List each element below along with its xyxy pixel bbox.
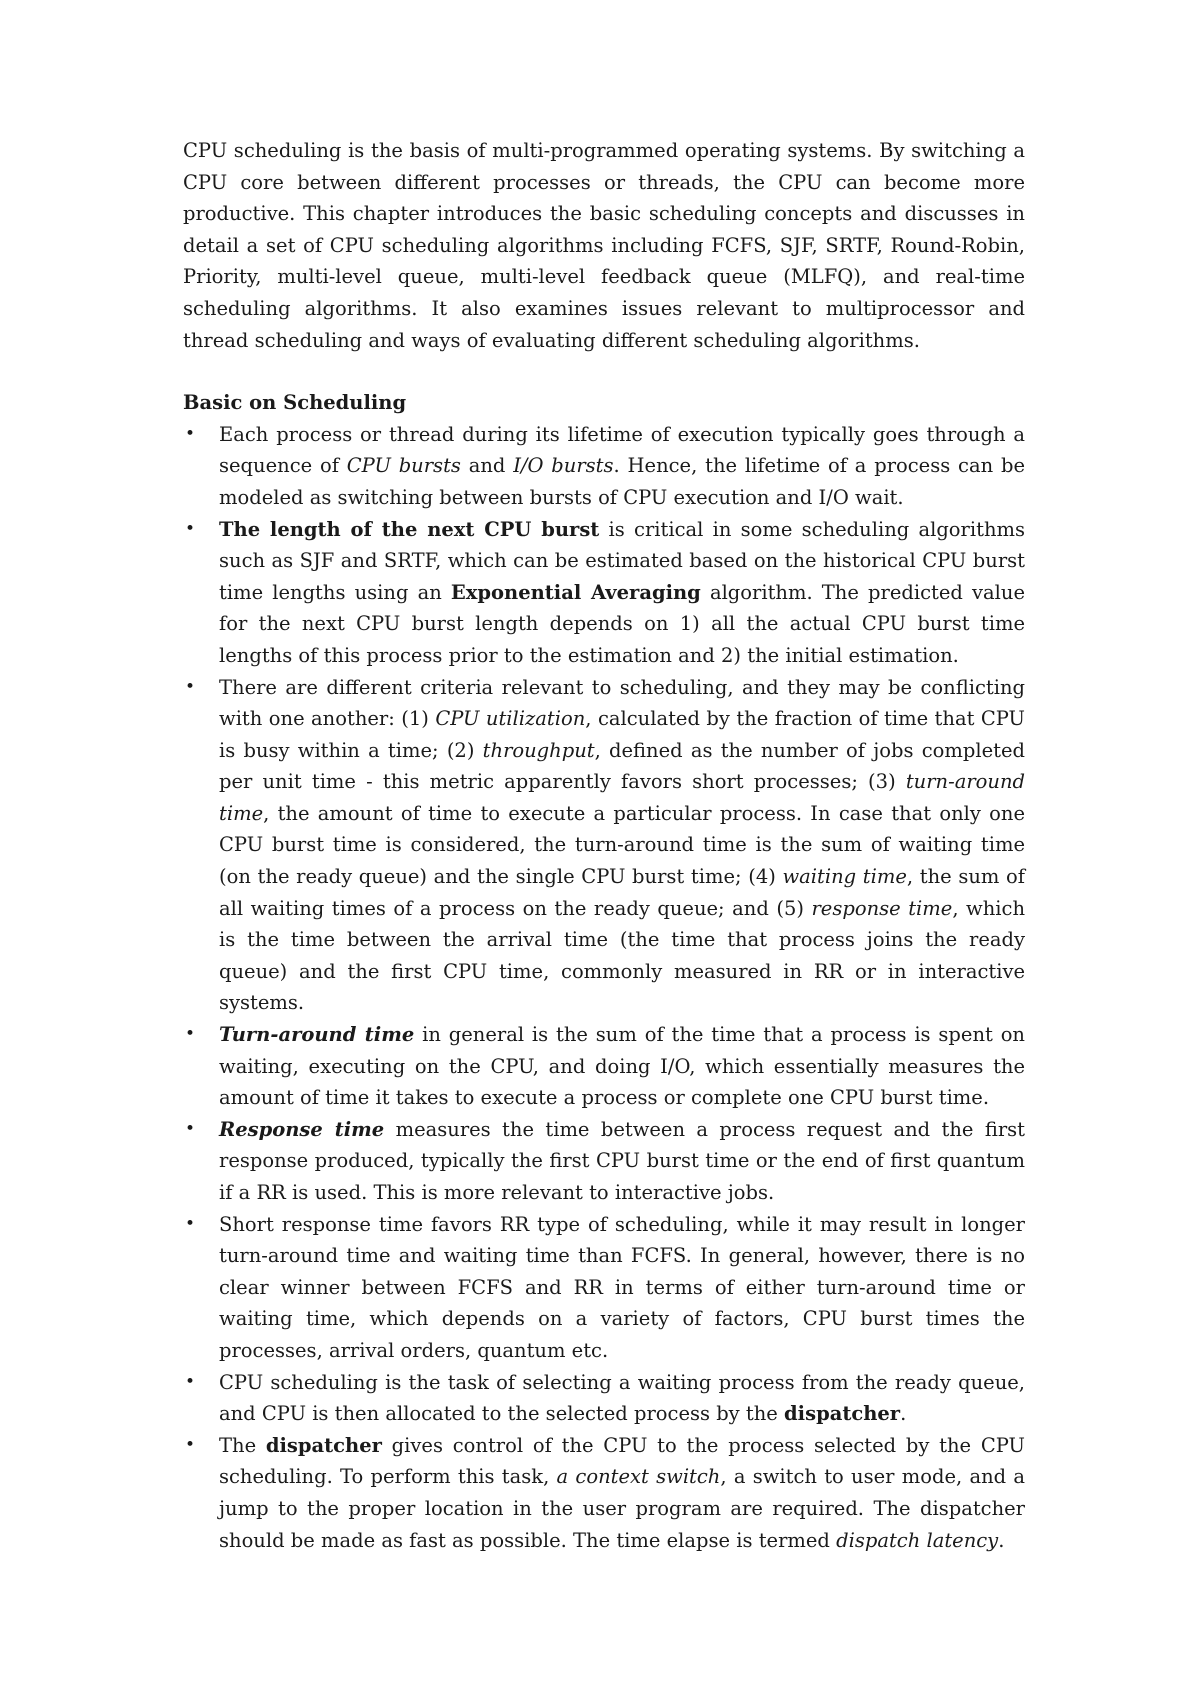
bold-term: Exponential Averaging (450, 580, 701, 604)
bullet-text: . (998, 1528, 1005, 1552)
bold-term: The length of the next CPU burst (219, 517, 600, 541)
bullet-item-bursts (183, 419, 1025, 514)
bullet-item-response-time (183, 1114, 1025, 1209)
bullet-text: and (460, 454, 514, 478)
bullet-text: , a switch to user mode, and a jump to the proper location in the user program are required. The dispatcher should be made as fast as possible. The time elapse is termed (219, 1465, 1025, 1552)
bullet-text: , calculated by the fraction of time that CPU is busy within a time; (2) (219, 707, 1025, 762)
emphasis-term: a context switch (556, 1465, 721, 1489)
emphasis-term: CPU bursts (346, 454, 461, 478)
bullet-text: , the amount of time to execute a particular process. In case that only one CPU burst time is considered, the turn-around time is the sum of waiting time (on the ready queue) and the single CPU burst time; (4) (219, 801, 1025, 889)
bullet-icon: • (185, 1118, 196, 1139)
bold-term: dispatcher (784, 1402, 901, 1426)
emphasis-term: dispatch latency (836, 1528, 999, 1552)
bullet-text: is critical in some scheduling algorithms such as SJF and SRTF, which can be estimated based on the historical CPU burst time lengths using an (219, 517, 1026, 604)
bullet-item-turnaround-time (183, 1019, 1025, 1114)
bold-term: dispatcher (265, 1433, 382, 1457)
emphasis-term: response time (811, 896, 953, 920)
bullet-item-cpu-scheduling (183, 1367, 1025, 1430)
bullet-text: algorithm. The predicted value for the next CPU burst length depends on 1) all the actual CPU burst time lengths of this process prior to the estimation and 2) the initial estimation. (219, 580, 1025, 667)
bullet-text: Each process or thread during its lifetime of execution typically goes through a sequence of (219, 422, 1025, 478)
bold-italic-term: Response time (219, 1117, 385, 1141)
bullet-text: measures the time between a process request and the first response produced, typically the first CPU burst time or the end of first quantum if a RR is used. This is more relevant to interactive jobs. (219, 1117, 1025, 1204)
bullet-text: . (900, 1402, 907, 1426)
bullet-text: gives control of the CPU to the process selected by the CPU scheduling. To perform this task, (219, 1433, 1025, 1489)
bullet-list (183, 419, 1025, 1556)
document-page (183, 135, 1025, 1556)
bold-italic-term: Turn-around time (219, 1023, 415, 1047)
bullet-text: in general is the sum of the time that a process is spent on waiting, executing on the CPU, and doing I/O, which essentially measures the amount of time it takes to execute a process or complete one CPU burst time. (219, 1023, 1025, 1110)
bullet-text: CPU scheduling is the task of selecting a waiting process from the ready queue, and CPU is then allocated to the selected process by the (219, 1370, 1025, 1426)
emphasis-term: waiting time (782, 865, 907, 889)
section-heading: Basic on Scheduling (183, 391, 407, 415)
bullet-item-dispatcher (183, 1430, 1025, 1556)
bullet-item-next-cpu-burst (183, 514, 1025, 672)
bullet-icon: • (185, 423, 196, 444)
bullet-icon: • (185, 1371, 196, 1392)
bullet-icon: • (185, 676, 196, 697)
bullet-item-rr-vs-fcfs (183, 1209, 1025, 1367)
emphasis-term: throughput (482, 738, 595, 762)
bullet-icon: • (185, 518, 196, 539)
bullet-icon: • (185, 1213, 196, 1234)
bullet-text: . Hence, the lifetime of a process can be modeled as switching between bursts of CPU execution and I/O wait. (219, 454, 1025, 509)
bullet-icon: • (185, 1434, 196, 1455)
bullet-text: , which is the time between the arrival time (the time that process joins the ready queue) and the first CPU time, commonly measured in RR or in interactive systems. (219, 896, 1025, 1015)
bullet-icon: • (185, 1024, 196, 1045)
emphasis-term: I/O bursts (513, 454, 614, 478)
bullet-text: , the sum of all waiting times of a process on the ready queue; and (5) (219, 865, 1025, 920)
bullet-item-criteria (183, 672, 1025, 1020)
emphasis-term: turn-around time (219, 770, 1025, 825)
intro-paragraph: CPU scheduling is the basis of multi-programmed operating systems. By switching a CPU core between different processes or threads, the CPU can become more productive. This chapter introduces the basic scheduling concepts and discusses in detail a set of CPU scheduling algorithms including FCFS, SJF, SRTF, Round-Robin, Priority, multi-level queue, multi-level feedback queue (MLFQ), and real-time scheduling algorithms. It also examines issues relevant to multiprocessor and thread scheduling and ways of evaluating different scheduling algorithms. (183, 139, 1025, 352)
bullet-text: The (219, 1433, 266, 1457)
bullet-text: There are different criteria relevant to scheduling, and they may be conflicting with one another: (1) (219, 675, 1025, 731)
bullet-text: , defined as the number of jobs completed per unit time - this metric apparently favors short processes; (3) (219, 738, 1025, 794)
bullet-text: Short response time favors RR type of scheduling, while it may result in longer turn-around time and waiting time than FCFS. In general, however, there is no clear winner between FCFS and RR in terms of either turn-around time or waiting time, which depends on a variety of factors, CPU burst times the processes, arrival orders, quantum etc. (219, 1212, 1025, 1362)
emphasis-term: CPU utilization (435, 707, 586, 731)
